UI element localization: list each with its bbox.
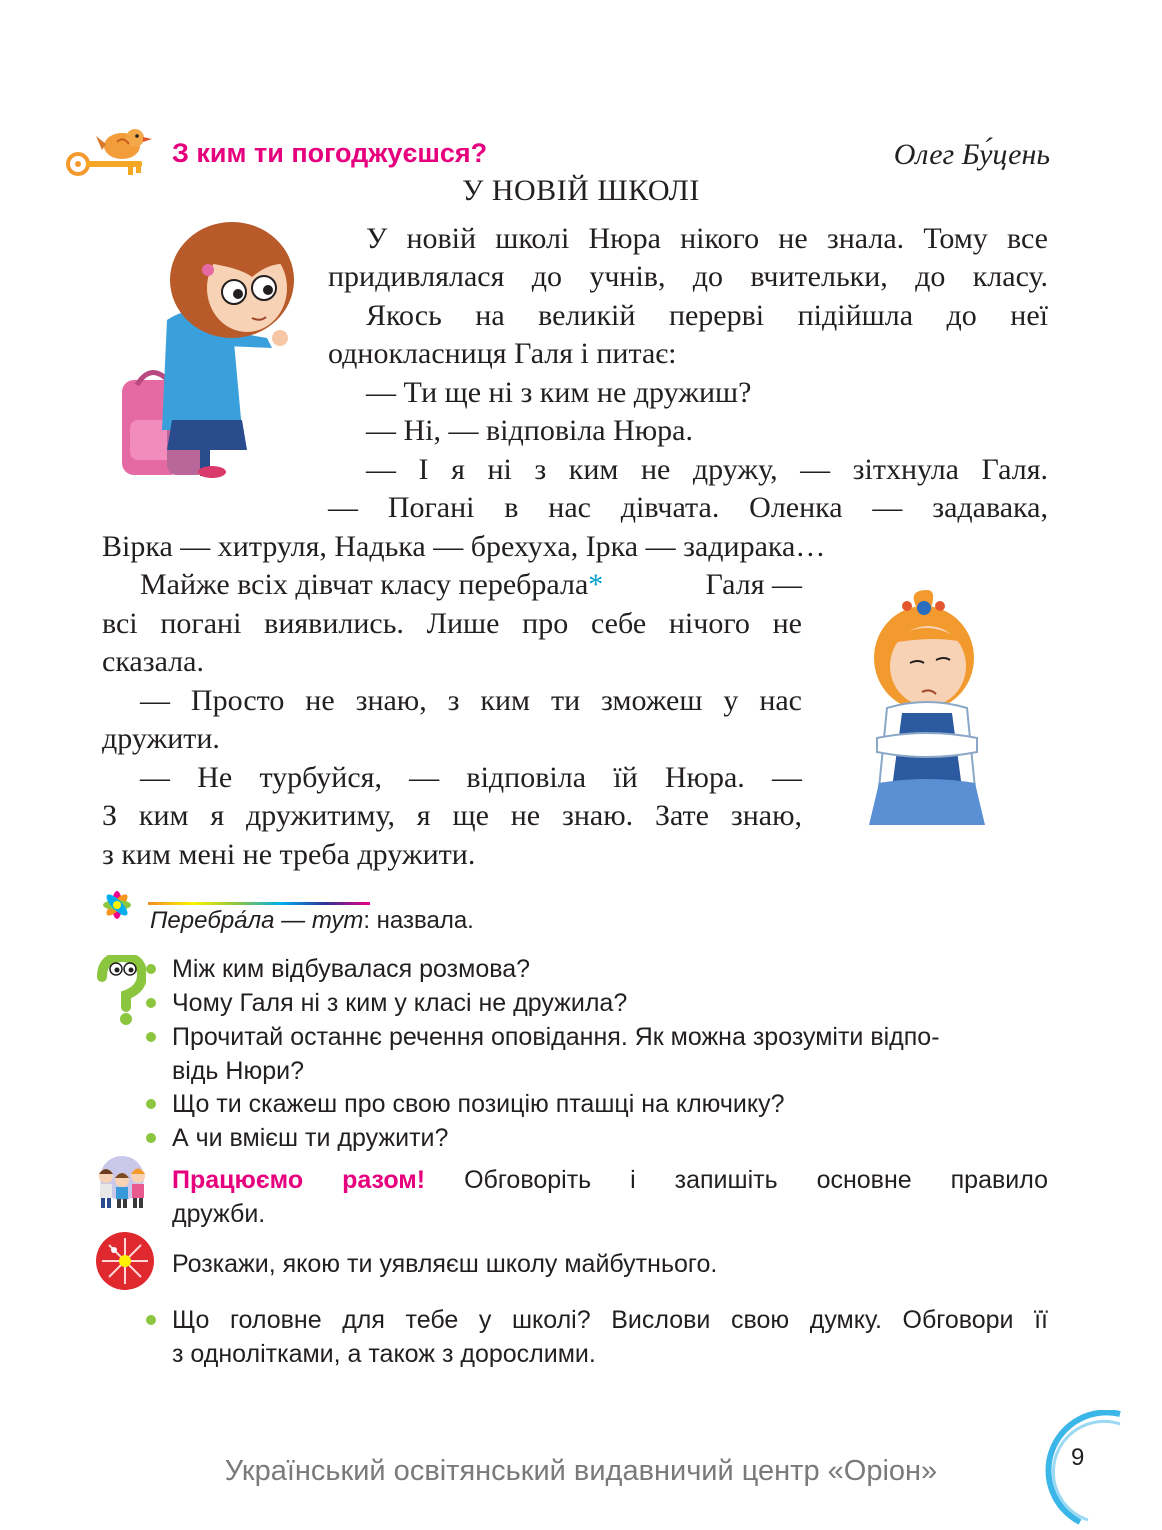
- story-line: — Не турбуйся, — відповіла їй Нюра. —: [140, 761, 802, 794]
- list-bullet: [146, 1133, 156, 1143]
- question-item: Що головне для тебе у школі? Вислови свою думку. Обговори її: [172, 1306, 1048, 1334]
- group-task: [172, 1163, 1048, 1197]
- list-bullet: [146, 998, 156, 1008]
- story-line: всі погані виявились. Лише про себе нічого не: [102, 607, 802, 640]
- story-title-text: У НОВІЙ ШКОЛІ: [462, 174, 700, 207]
- question-item-continued: відь Нюри?: [172, 1057, 304, 1085]
- question-item: Між ким відбувалася розмова?: [172, 955, 531, 983]
- story-text: Майже всіх дівчат класу перебрала: [140, 568, 589, 601]
- footnote-marker: *: [588, 568, 604, 601]
- author-name: Олег Бу́цень: [893, 138, 1050, 171]
- question-item: Прочитай останнє речення оповідання. Як можна зрозуміти відпо-: [172, 1023, 940, 1051]
- story-line: дружити.: [102, 722, 220, 755]
- sparkle-ball-icon: [94, 1230, 156, 1292]
- story-title: [0, 174, 1162, 208]
- creative-task: Розкажи, якою ти уявляєш школу майбутнього.: [172, 1250, 718, 1278]
- story-line: однокласниця Галя і питає:: [328, 337, 677, 370]
- story-line: — І я ні з ким не дружу, — зітхнула Галя.: [366, 453, 1048, 486]
- group-task-text-continued: дружби.: [172, 1200, 266, 1228]
- story-line: придивлялася до учнів, до вчительки, до класу.: [328, 260, 1048, 293]
- list-bullet: [146, 1032, 156, 1042]
- story-line: сказала.: [102, 645, 204, 678]
- question-mark-icon: [94, 955, 146, 1027]
- group-task-text: Обговоріть і запишіть основне правило: [464, 1166, 1049, 1194]
- story-line: з ким мені не треба дружити.: [102, 838, 476, 871]
- question-item: Чому Галя ні з ким у класі не дружила?: [172, 989, 628, 1017]
- question-item: А чи вмієш ти дружити?: [172, 1124, 449, 1152]
- list-bullet: [146, 1315, 156, 1325]
- story-line: У новій школі Нюра нікого не знала. Тому все: [366, 222, 1048, 255]
- story-line: — Погані в нас дівчата. Оленка — задавака,: [328, 491, 1048, 524]
- bird-on-key-icon: [62, 124, 162, 180]
- footnote-definition: : назвала.: [363, 907, 474, 934]
- footnote: [150, 907, 474, 935]
- publisher-text: Український освітянський видавничий центр «Оріон»: [224, 1455, 938, 1487]
- group-task-label: Працюємо разом!: [172, 1166, 426, 1194]
- story-line: — Ні, — відповіла Нюра.: [366, 414, 693, 447]
- story-line: Вірка — хитруля, Надька — брехуха, Ірка — задирака…: [102, 530, 826, 563]
- section-prompt: З ким ти погоджуєшся?: [172, 138, 488, 168]
- question-item-continued: з однолітками, а також з дорослими.: [172, 1340, 596, 1368]
- list-bullet: [146, 1099, 156, 1109]
- story-text: Галя —: [705, 568, 802, 601]
- publisher-footer: [0, 1455, 1162, 1488]
- story-line: — Ти ще ні з ким не дружиш?: [366, 376, 752, 409]
- children-group-icon: [92, 1156, 152, 1210]
- girl-with-crossed-arms-illustration: [862, 588, 992, 833]
- footnote-note: — тут: [274, 907, 364, 934]
- story-line: З ким я дружитиму, я ще не знаю. Зате знаю,: [102, 799, 802, 832]
- story-line: — Просто не знаю, з ким ти зможеш у нас: [140, 684, 802, 717]
- asterisk-flower-icon: [92, 880, 142, 930]
- story-line: Якось на великій перерві підійшла до неї: [366, 299, 1048, 332]
- question-item: Що ти скажеш про свою позицію пташці на ключику?: [172, 1090, 785, 1118]
- page-number: 9: [1071, 1444, 1085, 1471]
- footnote-rule: [148, 902, 370, 905]
- girl-with-backpack-illustration: [112, 220, 312, 480]
- footnote-term: Перебра́ла: [150, 907, 275, 934]
- list-bullet: [146, 964, 156, 974]
- story-line-with-footnote: [102, 566, 802, 604]
